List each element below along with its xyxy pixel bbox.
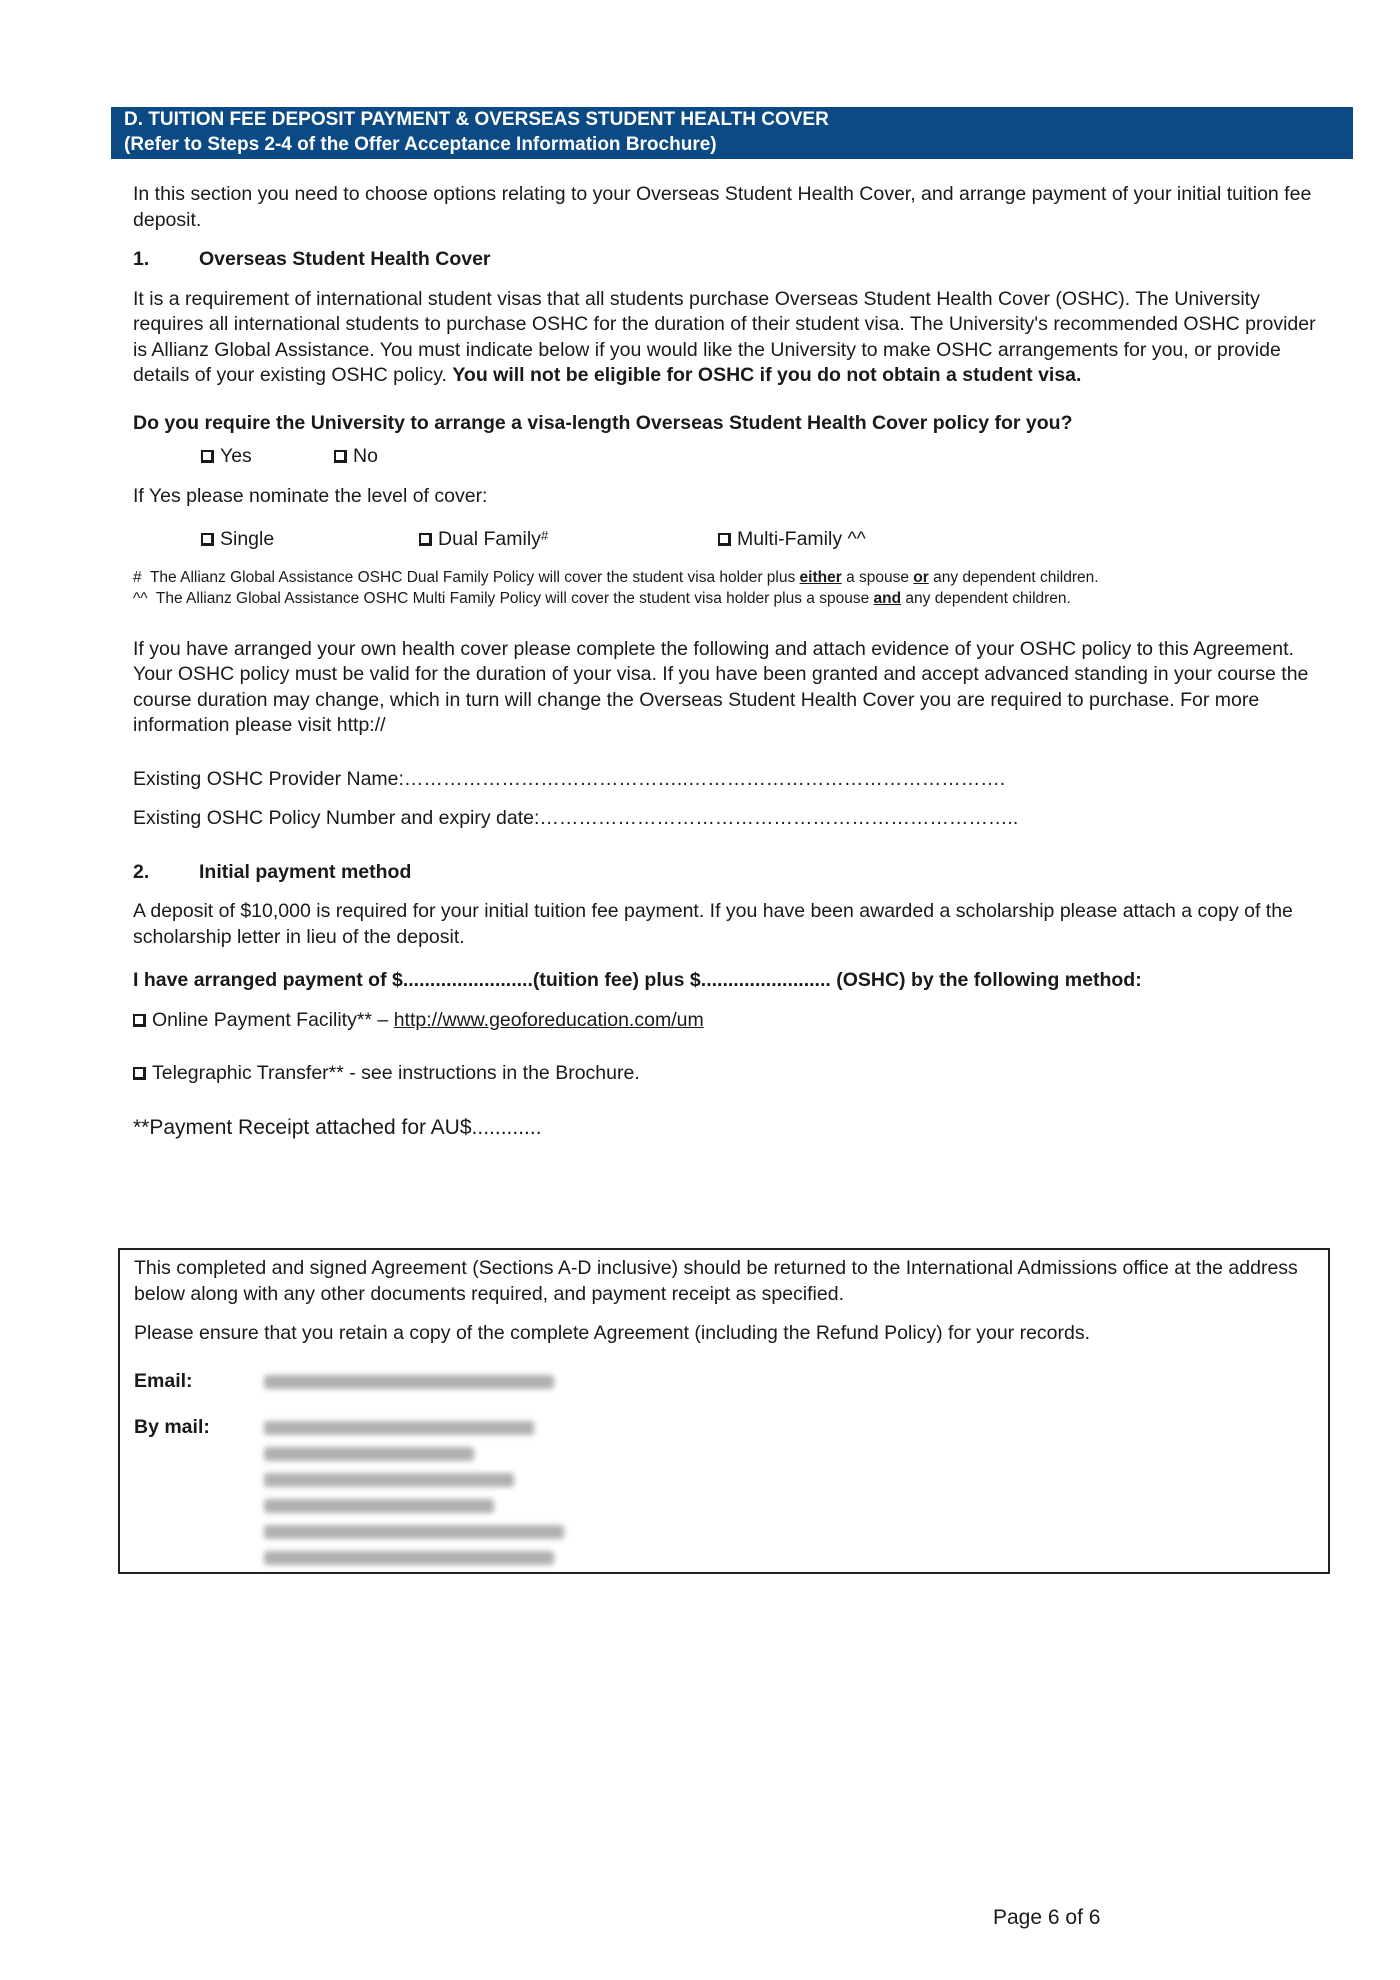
online-payment-label: Online Payment Facility** – [152,1008,389,1031]
oshc-yes-option[interactable] [201,444,334,470]
oshc-title: Overseas Student Health Cover [199,248,491,270]
oshc-number: 1. [133,248,150,270]
oshc-no-option[interactable] [334,444,378,470]
own-cover-paragraph: If you have arranged your own health cover please complete the following and attach evidence of your OSHC policy to this Agreement. Your OSHC policy must be valid for the duration of your visa. If you have been granted and accept advanced standing in your course the course duration may change, which in turn will change the Overseas Student Health Cover you are required to purchase. For more information please visit http:// [133,637,1309,736]
single-checkbox[interactable] [201,533,214,546]
redacted-text-line [264,1421,534,1435]
multi-family-option[interactable] [718,527,866,553]
note2-text-b: any dependent children. [905,589,1071,607]
online-payment-link[interactable]: http://www.geoforeducation.com/um [393,1008,704,1031]
section-title: D. TUITION FEE DEPOSIT PAYMENT & OVERSEAS STUDENT HEALTH COVER [124,109,829,130]
note1-text-c: any dependent children. [933,568,1099,586]
return-instructions-text: This completed and signed Agreement (Sections A-D inclusive) should be returned to the International Admissions office at the address below along with any other documents required, and payment receipt as specified. [134,1257,1298,1305]
payment-title: Initial payment method [199,860,412,883]
mail-address-redacted [264,1415,574,1577]
dual-family-note [133,567,1318,588]
cover-level-options [133,527,1318,553]
dual-family-mark: # [540,528,549,543]
policy-number-field[interactable]: Existing OSHC Policy Number and expiry date:……………………………………………………………….. [133,807,1019,829]
telegraphic-transfer-checkbox[interactable] [133,1067,146,1080]
redacted-text-line [264,1447,474,1461]
oshc-requirement [133,287,1318,389]
note1-mark: # [133,568,142,586]
online-payment-option[interactable] [133,1008,1318,1034]
oshc-yes-no-options [133,444,1318,470]
note2-and: and [873,589,902,607]
payment-number: 2. [133,860,150,883]
redacted-text-line [264,1499,494,1513]
telegraphic-transfer-label: Telegraphic Transfer** - see instructions in the Brochure. [152,1062,640,1084]
online-payment-checkbox[interactable] [133,1014,146,1027]
dual-family-checkbox[interactable] [419,533,432,546]
yes-label: Yes [220,445,252,467]
multi-family-label: Multi-Family ^^ [737,528,866,550]
oshc-requirement-bold: You will not be eligible for OSHC if you do not obtain a student visa. [452,364,1082,386]
return-instructions-box [118,1248,1330,1574]
single-label: Single [220,528,275,550]
provider-name-field[interactable]: Existing OSHC Provider Name:……………………………………..…………………………………………. [133,767,1006,790]
dual-family-label: Dual Family [438,528,541,550]
no-checkbox[interactable] [334,450,347,463]
section-subtitle: (Refer to Steps 2-4 of the Offer Acceptance Information Brochure) [124,134,717,155]
redacted-text-line [264,1525,564,1539]
multi-family-note [133,588,1318,609]
dual-family-option[interactable] [419,527,718,553]
multi-family-checkbox[interactable] [718,533,731,546]
page-number: Page 6 of 6 [993,1906,1101,1929]
payment-arranged-line[interactable]: I have arranged payment of $........................(tuition fee) plus $........................ (OSHC) by the following method: [133,969,1142,991]
no-label: No [353,445,378,467]
oshc-heading [133,247,1318,273]
deposit-paragraph: A deposit of $10,000 is required for your initial tuition fee payment. If you have been awarded a scholarship please attach a copy of the scholarship letter in lieu of the deposit. [133,900,1293,948]
intro-paragraph: In this section you need to choose options relating to your Overseas Student Health Cover, and arrange payment of your initial tuition fee deposit. [133,183,1312,231]
email-redacted [264,1369,554,1401]
single-option[interactable] [201,527,419,553]
email-label: Email: [134,1369,193,1392]
redacted-text-line [264,1375,554,1389]
retain-copy-text: Please ensure that you retain a copy of the complete Agreement (including the Refund Policy) for your records. [134,1322,1091,1344]
email-row [134,1369,1314,1401]
payment-receipt-line[interactable]: **Payment Receipt attached for AU$............ [133,1115,542,1139]
section-header [111,107,1353,159]
redacted-text-line [264,1473,514,1487]
oshc-requirement-text: It is a requirement of international student visas that all students purchase Overseas Student Health Cover (OSHC). The University requires all international students to purchase OSHC for the duration of their student visa. The University's recommended OSHC provider is Allianz Global Assistance. You must indicate below if you would like the University to make OSHC arrangements for you, or provide details of your existing OSHC policy. [133,287,1316,386]
note1-text-a: The Allianz Global Assistance OSHC Dual Family Policy will cover the student visa holder plus [149,568,796,586]
note2-text-a: The Allianz Global Assistance OSHC Multi Family Policy will cover the student visa holder plus a spouse [155,589,870,607]
yes-checkbox[interactable] [201,450,214,463]
mail-label: By mail: [134,1415,210,1438]
note1-or: or [913,568,929,586]
mail-row [134,1415,1314,1577]
cover-level-prompt: If Yes please nominate the level of cover: [133,484,488,507]
redacted-text-line [264,1551,554,1565]
oshc-question: Do you require the University to arrange a visa-length Overseas Student Health Cover policy for you? [133,411,1073,434]
section-content [133,182,1318,1140]
telegraphic-transfer-option[interactable] [133,1061,1318,1087]
note2-mark: ^^ [133,589,148,607]
note1-either: either [799,568,842,586]
payment-heading [133,860,1318,886]
note1-text-b: a spouse [846,568,909,586]
